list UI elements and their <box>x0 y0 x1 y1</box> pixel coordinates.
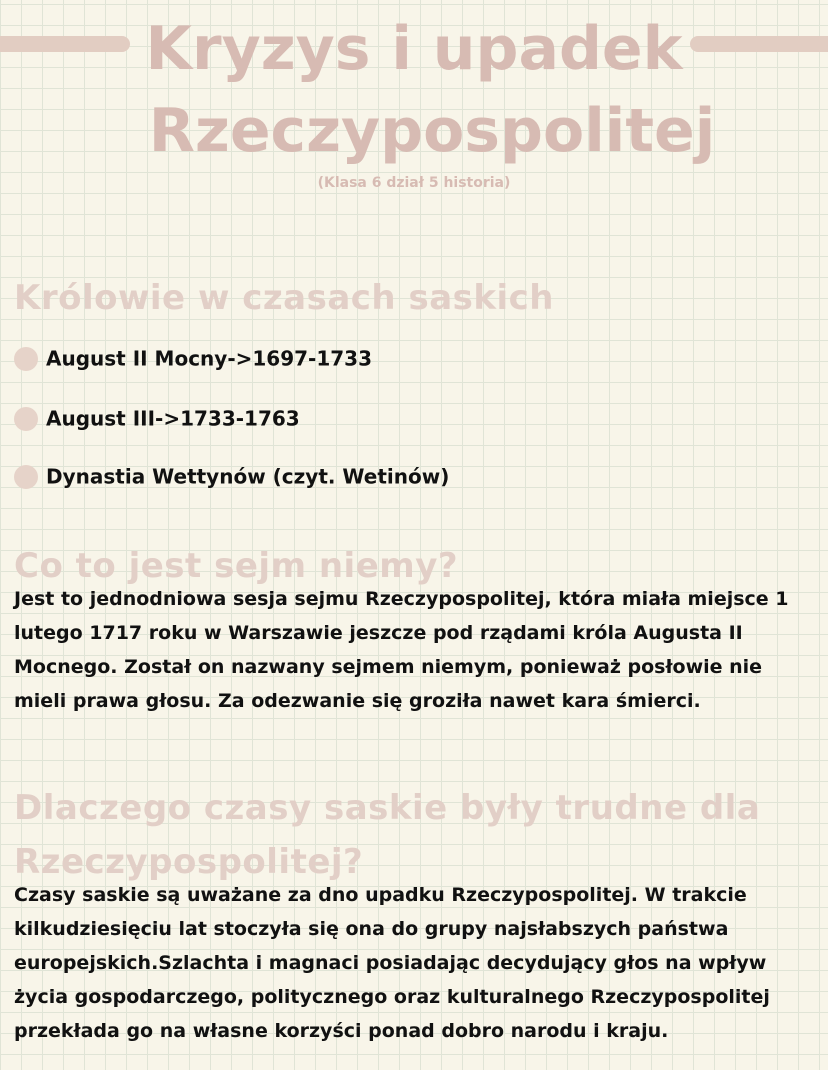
section-heading-kings: Królowie w czasach saskich <box>14 278 554 318</box>
list-item <box>14 404 300 432</box>
section-heading-why-hard-line-2: Rzeczypospolitej? <box>14 842 364 882</box>
section-heading-why-hard-line-1: Dlaczego czasy saskie były trudne dla <box>14 788 761 828</box>
list-item <box>14 462 449 490</box>
bullet-icon <box>14 407 38 431</box>
silent-sejm-paragraph: Jest to jednodniowa sesja sejmu Rzeczypospolitej, która miała miejsce 1 lutego 1717 roku w Warszawie jeszcze pod rządami króla Augusta II Mocnego. Został on nazwany sejmem niemym, ponieważ posłowie nie mieli prawa głosu. Za odezwanie się groziła nawet kara śmierci. <box>14 588 789 712</box>
page-title-line-1: Kryzys i upadek <box>145 14 683 84</box>
list-item <box>14 344 372 372</box>
list-item-text: August II Mocny->1697-1733 <box>46 346 373 371</box>
bullet-icon <box>14 347 38 371</box>
page-subtitle: (Klasa 6 dział 5 historia) <box>317 175 511 191</box>
section-heading-silent-sejm: Co to jest sejm niemy? <box>14 546 459 586</box>
list-item-text: Dynastia Wettynów (czyt. Wetinów) <box>46 464 450 489</box>
list-item-text: August III->1733-1763 <box>46 406 300 431</box>
bullet-icon <box>14 465 38 489</box>
page-title-line-2: Rzeczypospolitej <box>148 96 716 166</box>
why-hard-paragraph: Czasy saskie są uważane za dno upadku Rzeczypospolitej. W trakcie kilkudziesięciu lat stoczyła się ona do grupy najsłabszych państwa europejskich.Szlachta i magnaci posiadając decydujący głos na wpływ życia gospodarczego, politycznego oraz kulturalnego Rzeczypospolitej przekłada go na własne korzyści ponad dobro narodu i kraju. <box>14 884 770 1042</box>
